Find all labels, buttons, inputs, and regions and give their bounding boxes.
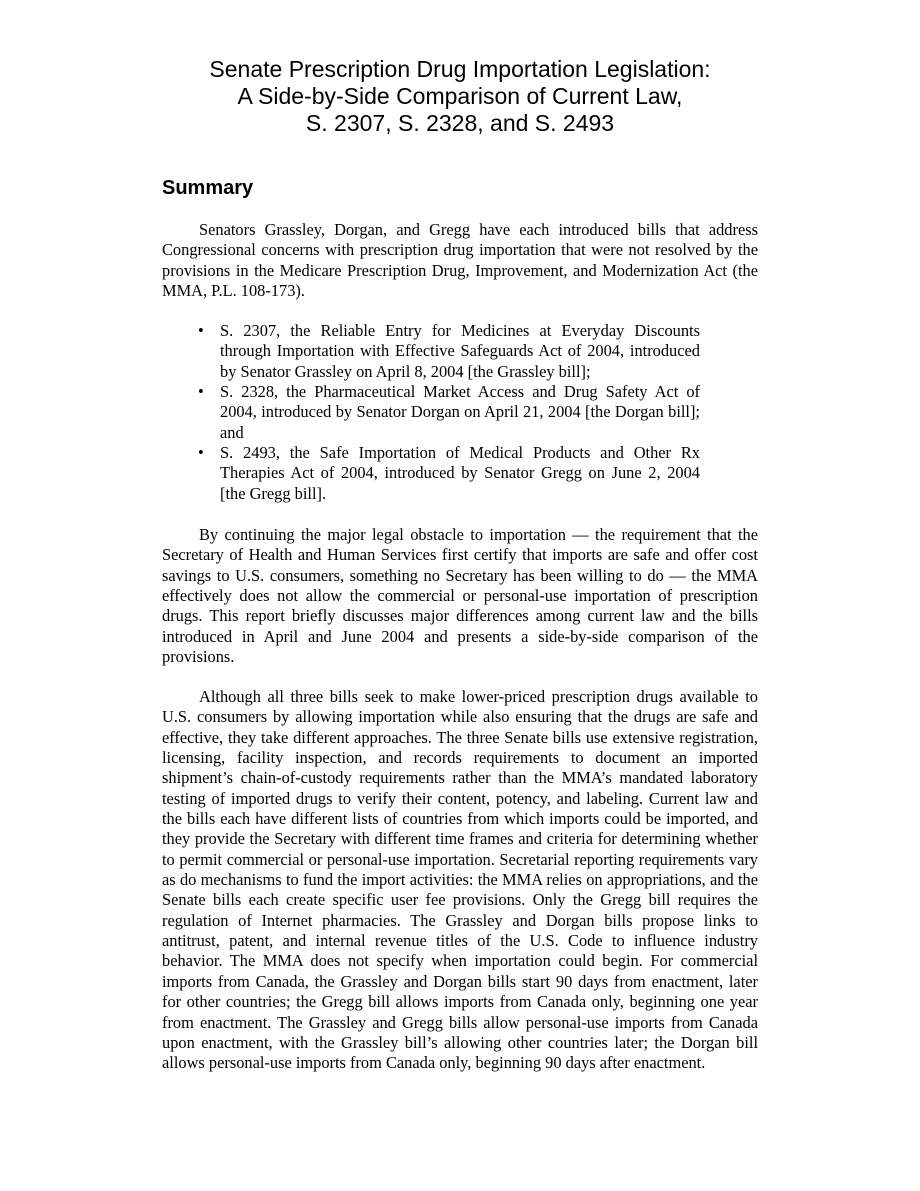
document-title (162, 56, 758, 137)
title-line-1: Senate Prescription Drug Importation Legislation: (209, 56, 711, 82)
bill-description: S. 2328, the Pharmaceutical Market Access and Drug Safety Act of 2004, introduced by Senator Dorgan on April 21, 2004 [the Dorgan bill]; and (220, 382, 700, 442)
summary-paragraph-3: Although all three bills seek to make lower-priced prescription drugs available to U.S. consumers by allowing importation while also ensuring that the drugs are safe and effective, they take different approaches. The three Senate bills use extensive registration, licensing, facility inspection, and records requirements to document an imported shipment’s chain-of-custody requirements rather than the MMA’s mandated laboratory testing of imported drugs to verify their content, potency, and labeling. Current law and the bills each have different lists of countries from which imports could be imported, and they provide the Secretary with different time frames and criteria for determining whether to permit commercial or personal-use importation. Secretarial reporting requirements vary as do mechanisms to fund the import activities: the MMA relies on appropriations, and the Senate bills each create specific user fee provisions. Only the Gregg bill requires the regulation of Internet pharmacies. The Grassley and Dorgan bills propose links to antitrust, patent, and internal revenue titles of the U.S. Code to influence industry behavior. The MMA does not specify when importation could begin. For commercial imports from Canada, the Grassley and Dorgan bills start 90 days from enactment, later for other countries; the Gregg bill allows imports from Canada only, beginning one year from enactment. The Grassley and Gregg bills allow personal-use imports from Canada upon enactment, with the Grassley bill’s allowing other countries later; the Dorgan bill allows personal-use imports from Canada only, beginning 90 days after enactment. (162, 687, 758, 1073)
bullet-icon: • (198, 443, 204, 463)
title-line-2: A Side-by-Side Comparison of Current Law, (237, 83, 683, 109)
bill-list (198, 321, 700, 504)
bullet-icon: • (198, 382, 204, 402)
summary-paragraph-1: Senators Grassley, Dorgan, and Gregg have each introduced bills that address Congressional concerns with prescription drug importation that were not resolved by the provisions in the Medicare Prescription Drug, Improvement, and Modernization Act (the MMA, P.L. 108-173). (162, 220, 758, 301)
bill-description: S. 2307, the Reliable Entry for Medicines at Everyday Discounts through Importation with Effective Safeguards Act of 2004, introduced by Senator Grassley on April 8, 2004 [the Grassley bill]; (220, 321, 700, 381)
list-item (198, 443, 700, 504)
bullet-icon: • (198, 321, 204, 340)
document-page (162, 56, 758, 1073)
summary-heading: Summary (162, 177, 254, 199)
list-item (198, 382, 700, 443)
list-item (198, 321, 700, 382)
bill-description: S. 2493, the Safe Importation of Medical Products and Other Rx Therapies Act of 2004, introduced by Senator Gregg on June 2, 2004 [the Gregg bill]. (220, 443, 700, 503)
title-line-3: S. 2307, S. 2328, and S. 2493 (305, 110, 615, 136)
summary-paragraph-2: By continuing the major legal obstacle to importation — the requirement that the Secretary of Health and Human Services first certify that imports are safe and offer cost savings to U.S. consumers, something no Secretary has been willing to do — the MMA effectively does not allow the commercial or personal-use importation of prescription drugs. This report briefly discusses major differences among current law and the bills introduced in April and June 2004 and presents a side-by-side comparison of the provisions. (162, 525, 758, 667)
